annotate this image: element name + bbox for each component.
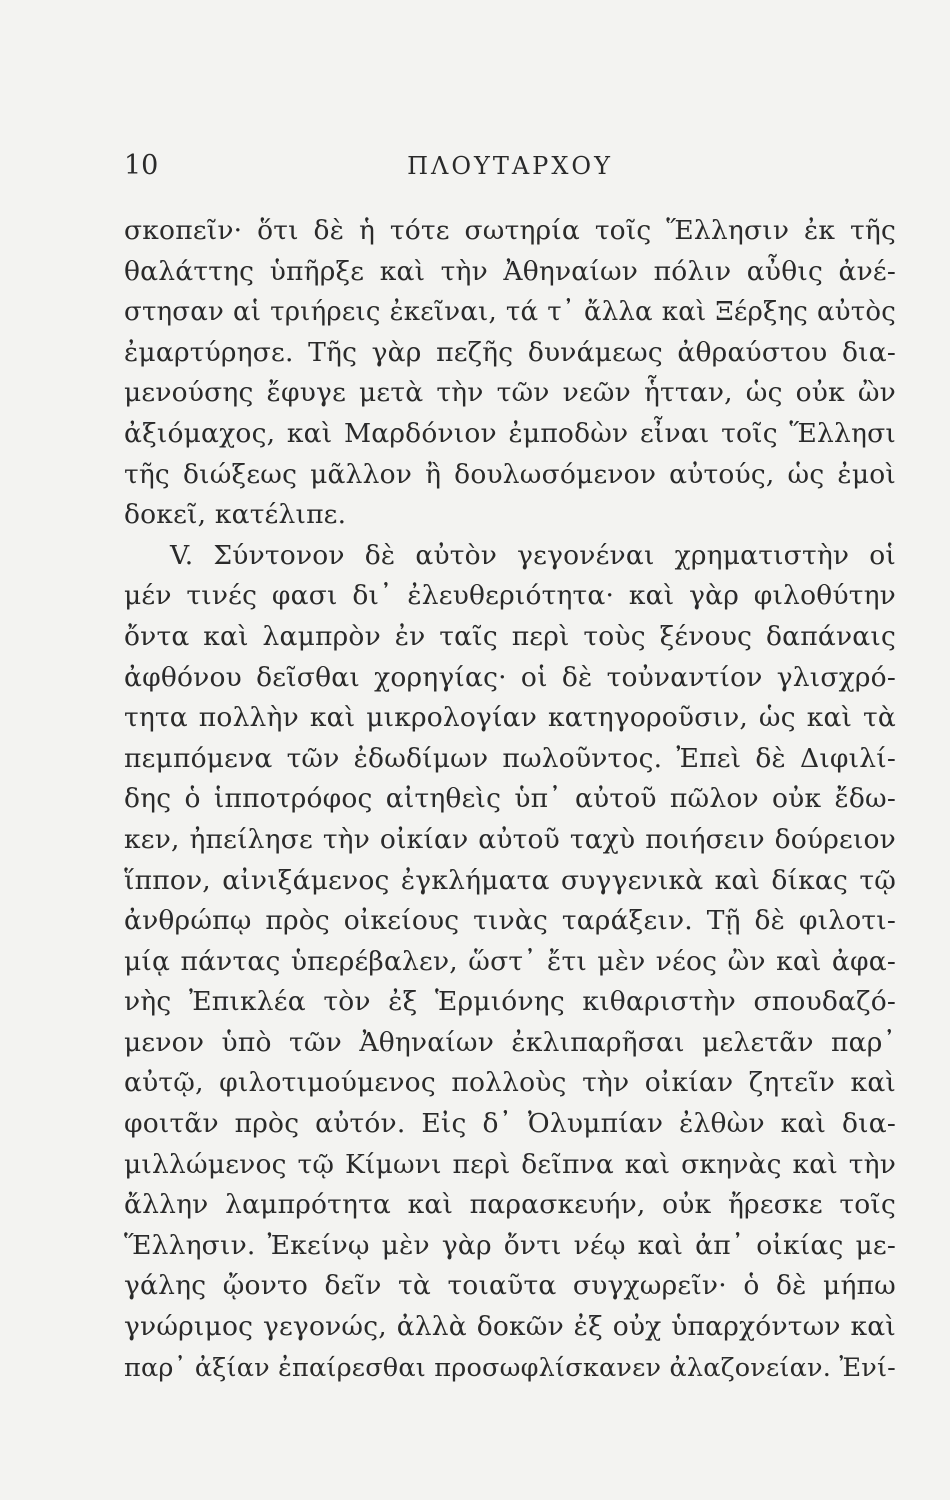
text-line: Ἕλλησιν. Ἐκείνῳ μὲν γὰρ ὄντι νέῳ καὶ ἀπ᾽ οἰκίας με- (124, 1229, 896, 1261)
text-line: ἵππον, αἰνιξάμενος ἐγκλήματα συγγενικὰ καὶ δίκας τῷ (124, 864, 896, 896)
text-line: μέν τινές φασι δι᾽ ἐλευθεριότητα· καὶ γὰρ φιλοθύτην (124, 580, 896, 612)
text-line: μιλλώμενος τῷ Κίμωνι περὶ δεῖπνα καὶ σκηνὰς καὶ τὴν (124, 1148, 896, 1180)
text-line: γάλης ᾤοντο δεῖν τὰ τοιαῦτα συγχωρεῖν· ὁ δὲ μήπω (124, 1270, 896, 1302)
text-line: στησαν αἱ τριήρεις ἐκεῖναι, τά τ᾽ ἄλλα καὶ Ξέρξης αὐτὸς (124, 297, 896, 328)
text-line: ἀξιόμαχος, καὶ Μαρδόνιον ἐμποδὼν εἶναι τοῖς Ἕλλησι (124, 417, 896, 449)
text-line: ὄντα καὶ λαμπρὸν ἐν ταῖς περὶ τοὺς ξένους δαπάναις (124, 620, 896, 652)
page-header (124, 146, 896, 186)
text-line: μενούσης ἔφυγε μετὰ τὴν τῶν νεῶν ἧτταν, ὡς οὐκ ὢν (124, 377, 896, 409)
text-line: γνώριμος γεγονώς, ἀλλὰ δοκῶν ἐξ οὐχ ὑπαρχόντων καὶ (124, 1311, 896, 1343)
text-line: σκοπεῖν· ὅτι δὲ ἡ τότε σωτηρία τοῖς Ἕλλησιν ἐκ τῆς (124, 215, 896, 246)
text-line: μενον ὑπὸ τῶν Ἀθηναίων ἐκλιπαρῆσαι μελετᾶν παρ᾽ (124, 1026, 896, 1058)
text-line: κεν, ἠπείλησε τὴν οἰκίαν αὐτοῦ ταχὺ ποιήσειν δούρειον (124, 823, 896, 855)
section-start-line: V. Σύντονον δὲ αὐτὸν γεγονέναι χρηματιστὴν οἱ (170, 539, 896, 571)
text-line: τητα πολλὴν καὶ μικρολογίαν κατηγοροῦσιν, ὡς καὶ τὰ (124, 702, 896, 734)
text-line: πεμπόμενα τῶν ἐδωδίμων πωλοῦντος. Ἐπεὶ δὲ Διφιλί- (124, 742, 896, 774)
page-number: 10 (124, 150, 159, 181)
text-line: αὐτῷ, φιλοτιμούμενος πολλοὺς τὴν οἰκίαν ζητεῖν καὶ (124, 1067, 896, 1099)
text-line: τῆς διώξεως μᾶλλον ἢ δουλωσόμενον αὐτούς, ὡς ἐμοὶ (124, 458, 896, 490)
text-line: ἀνθρώπῳ πρὸς οἰκείους τινὰς ταράξειν. Τῇ δὲ φιλοτι- (124, 905, 896, 937)
text-line: ἀφθόνου δεῖσθαι χορηγίας· οἱ δὲ τοὐναντίον γλισχρό- (124, 661, 896, 693)
paragraph-end-line: δοκεῖ, κατέλιπε. (124, 499, 347, 531)
text-line: φοιτᾶν πρὸς αὐτόν. Εἰς δ᾽ Ὀλυμπίαν ἐλθὼν καὶ δια- (124, 1108, 896, 1140)
text-line: μίᾳ πάντας ὑπερέβαλεν, ὥστ᾽ ἔτι μὲν νέος ὢν καὶ ἀφα- (124, 945, 896, 977)
text-line: ἐμαρτύρησε. Τῆς γὰρ πεζῆς δυνάμεως ἀθραύστου δια- (124, 336, 896, 368)
text-line: θαλάττης ὑπῆρξε καὶ τὴν Ἀθηναίων πόλιν αὖθις ἀνέ- (124, 255, 896, 287)
body-text (124, 211, 896, 1388)
text-line: ἄλλην λαμπρότητα καὶ παρασκευήν, οὐκ ἤρεσκε τοῖς (124, 1189, 896, 1221)
text-line: δης ὁ ἱπποτρόφος αἰτηθεὶς ὑπ᾽ αὐτοῦ πῶλον οὐκ ἔδω- (124, 783, 896, 815)
running-title: ΠΛΟΥΤΑΡΧΟΥ (407, 152, 613, 180)
text-line: νὴς Ἐπικλέα τὸν ἐξ Ἑρμιόνης κιθαριστὴν σπουδαζό- (124, 986, 896, 1018)
text-line: παρ᾽ ἀξίαν ἐπαίρεσθαι προσωφλίσκανεν ἀλαζονείαν. Ἐνί- (124, 1352, 896, 1383)
